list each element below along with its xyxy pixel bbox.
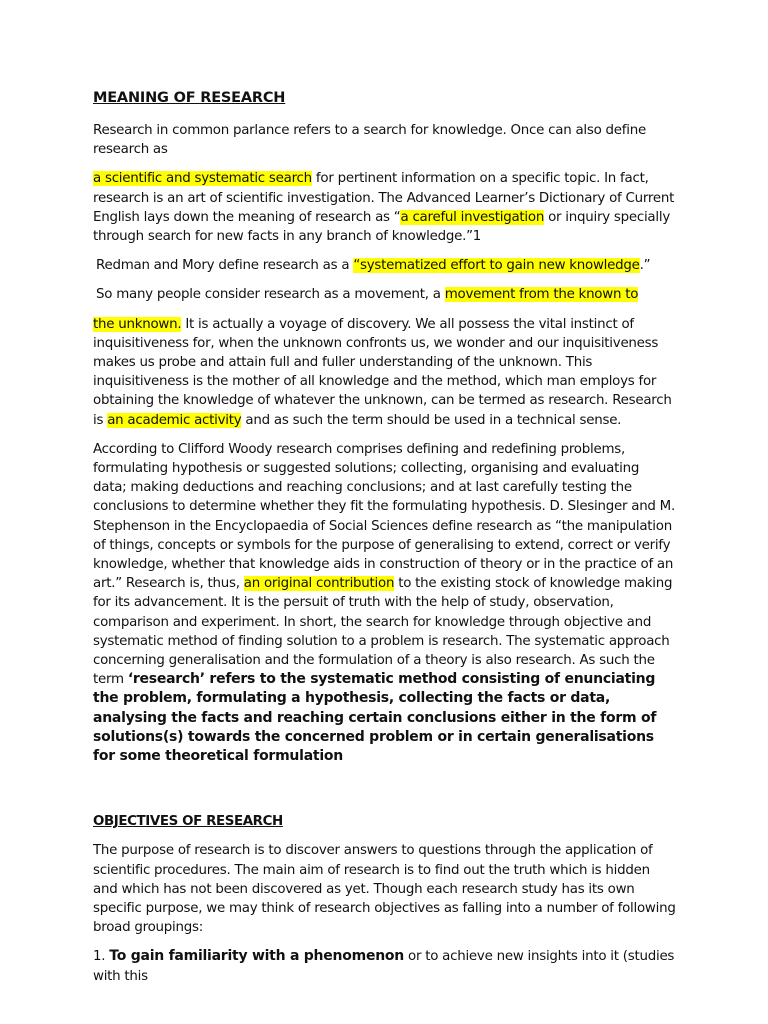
paragraph-movement [93, 285, 676, 304]
paragraph-redman-mory [93, 256, 676, 275]
text-span: According to Clifford Woody research comprises defining and redefining problems, formulating hypothesis or suggested solutions; collecting, organising and evaluating data; making deductions and reaching conclusions; and at last carefully testing the conclusions to determine whether they fit the formulating hypothesis. D. Slesinger and M. Stephenson in the Encyclopaedia of Social Sciences define research as “the manipulation of things, concepts or symbols for the purpose of generalising to extend, correct or verify knowledge, whether that knowledge aids in construction of theory or in the practice of an art.” Research is, thus, [93, 441, 675, 592]
text-span: So many people consider research as a movement, a [96, 287, 445, 303]
highlight-academic-activity: an academic activity [107, 412, 242, 428]
bold-definition: ‘research’ refers to the systematic method consisting of enunciating the problem, formulating a hypothesis, collecting the facts or data, analysing the facts and reaching certain conclusions either in the form of solutions(s) towards the concerned problem or in certain generalisations for some theoretical formulation [93, 671, 657, 765]
text-span: or inquiry specially through search for new facts in any branch of knowledge.”1 [93, 209, 671, 245]
text-span: It is actually a voyage of discovery. We all possess the vital instinct of inquisitiveness for, when the unknown confronts us, we wonder and our inquisitiveness makes us probe and attain full and fuller understanding of the unknown. This inquisitiveness is the mother of all knowledge and the method, which man employs for obtaining the knowledge of whatever the unknown, can be termed as research. Research is [93, 316, 672, 428]
paragraph-voyage [93, 315, 676, 430]
highlight-original-contribution: an original contribution [243, 576, 395, 592]
text-span: Redman and Mory define research as a [96, 258, 354, 274]
page-title: MEANING OF RESEARCH [93, 90, 286, 106]
paragraph-definition [93, 169, 676, 246]
paragraph-purpose: The purpose of research is to discover answers to questions through the application of scientific procedures. The main aim of research is to find out the truth which is hidden and which has not been discovered as yet. Though each research study has its own specific purpose, we may think of research objectives as falling into a number of following broad groupings: [93, 843, 676, 936]
highlight-careful-investigation: a careful investigation [400, 209, 545, 225]
bold-familiarity: To gain familiarity with a phenomenon [109, 948, 404, 965]
list-number: 1. [93, 949, 110, 965]
text-span: and as such the term should be used in a technical sense. [241, 412, 622, 428]
list-item [93, 947, 676, 985]
section-title-objectives: OBJECTIVES OF RESEARCH [93, 814, 283, 830]
text-span: to the existing stock of knowledge making for its advancement. It is the persuit of truth with the help of study, observation, comparison and experiment. In short, the search for knowledge through objective and systematic method of finding solution to a problem is research. The systematic approach concerning generalisation and the formulation of a theory is also research. As such the term [93, 576, 673, 688]
text-span: or to achieve new insights into it (studies with this [93, 949, 675, 984]
highlight-systematized-effort: “systematized effort to gain new knowledge [353, 258, 640, 274]
highlight-scientific-search: a scientific and systematic search [93, 171, 312, 187]
text-span: .” [639, 258, 651, 274]
paragraph-woody [93, 440, 676, 766]
highlight-movement: movement from the known to [444, 287, 639, 303]
paragraph-intro: Research in common parlance refers to a search for knowledge. Once can also define research as [93, 123, 646, 158]
text-span: for pertinent information on a specific topic. In fact, research is an art of scientific investigation. The Advanced Learner’s Dictionary of Current English lays down the meaning of research as “ [93, 171, 675, 225]
highlight-the-unknown: the unknown. [93, 316, 182, 332]
